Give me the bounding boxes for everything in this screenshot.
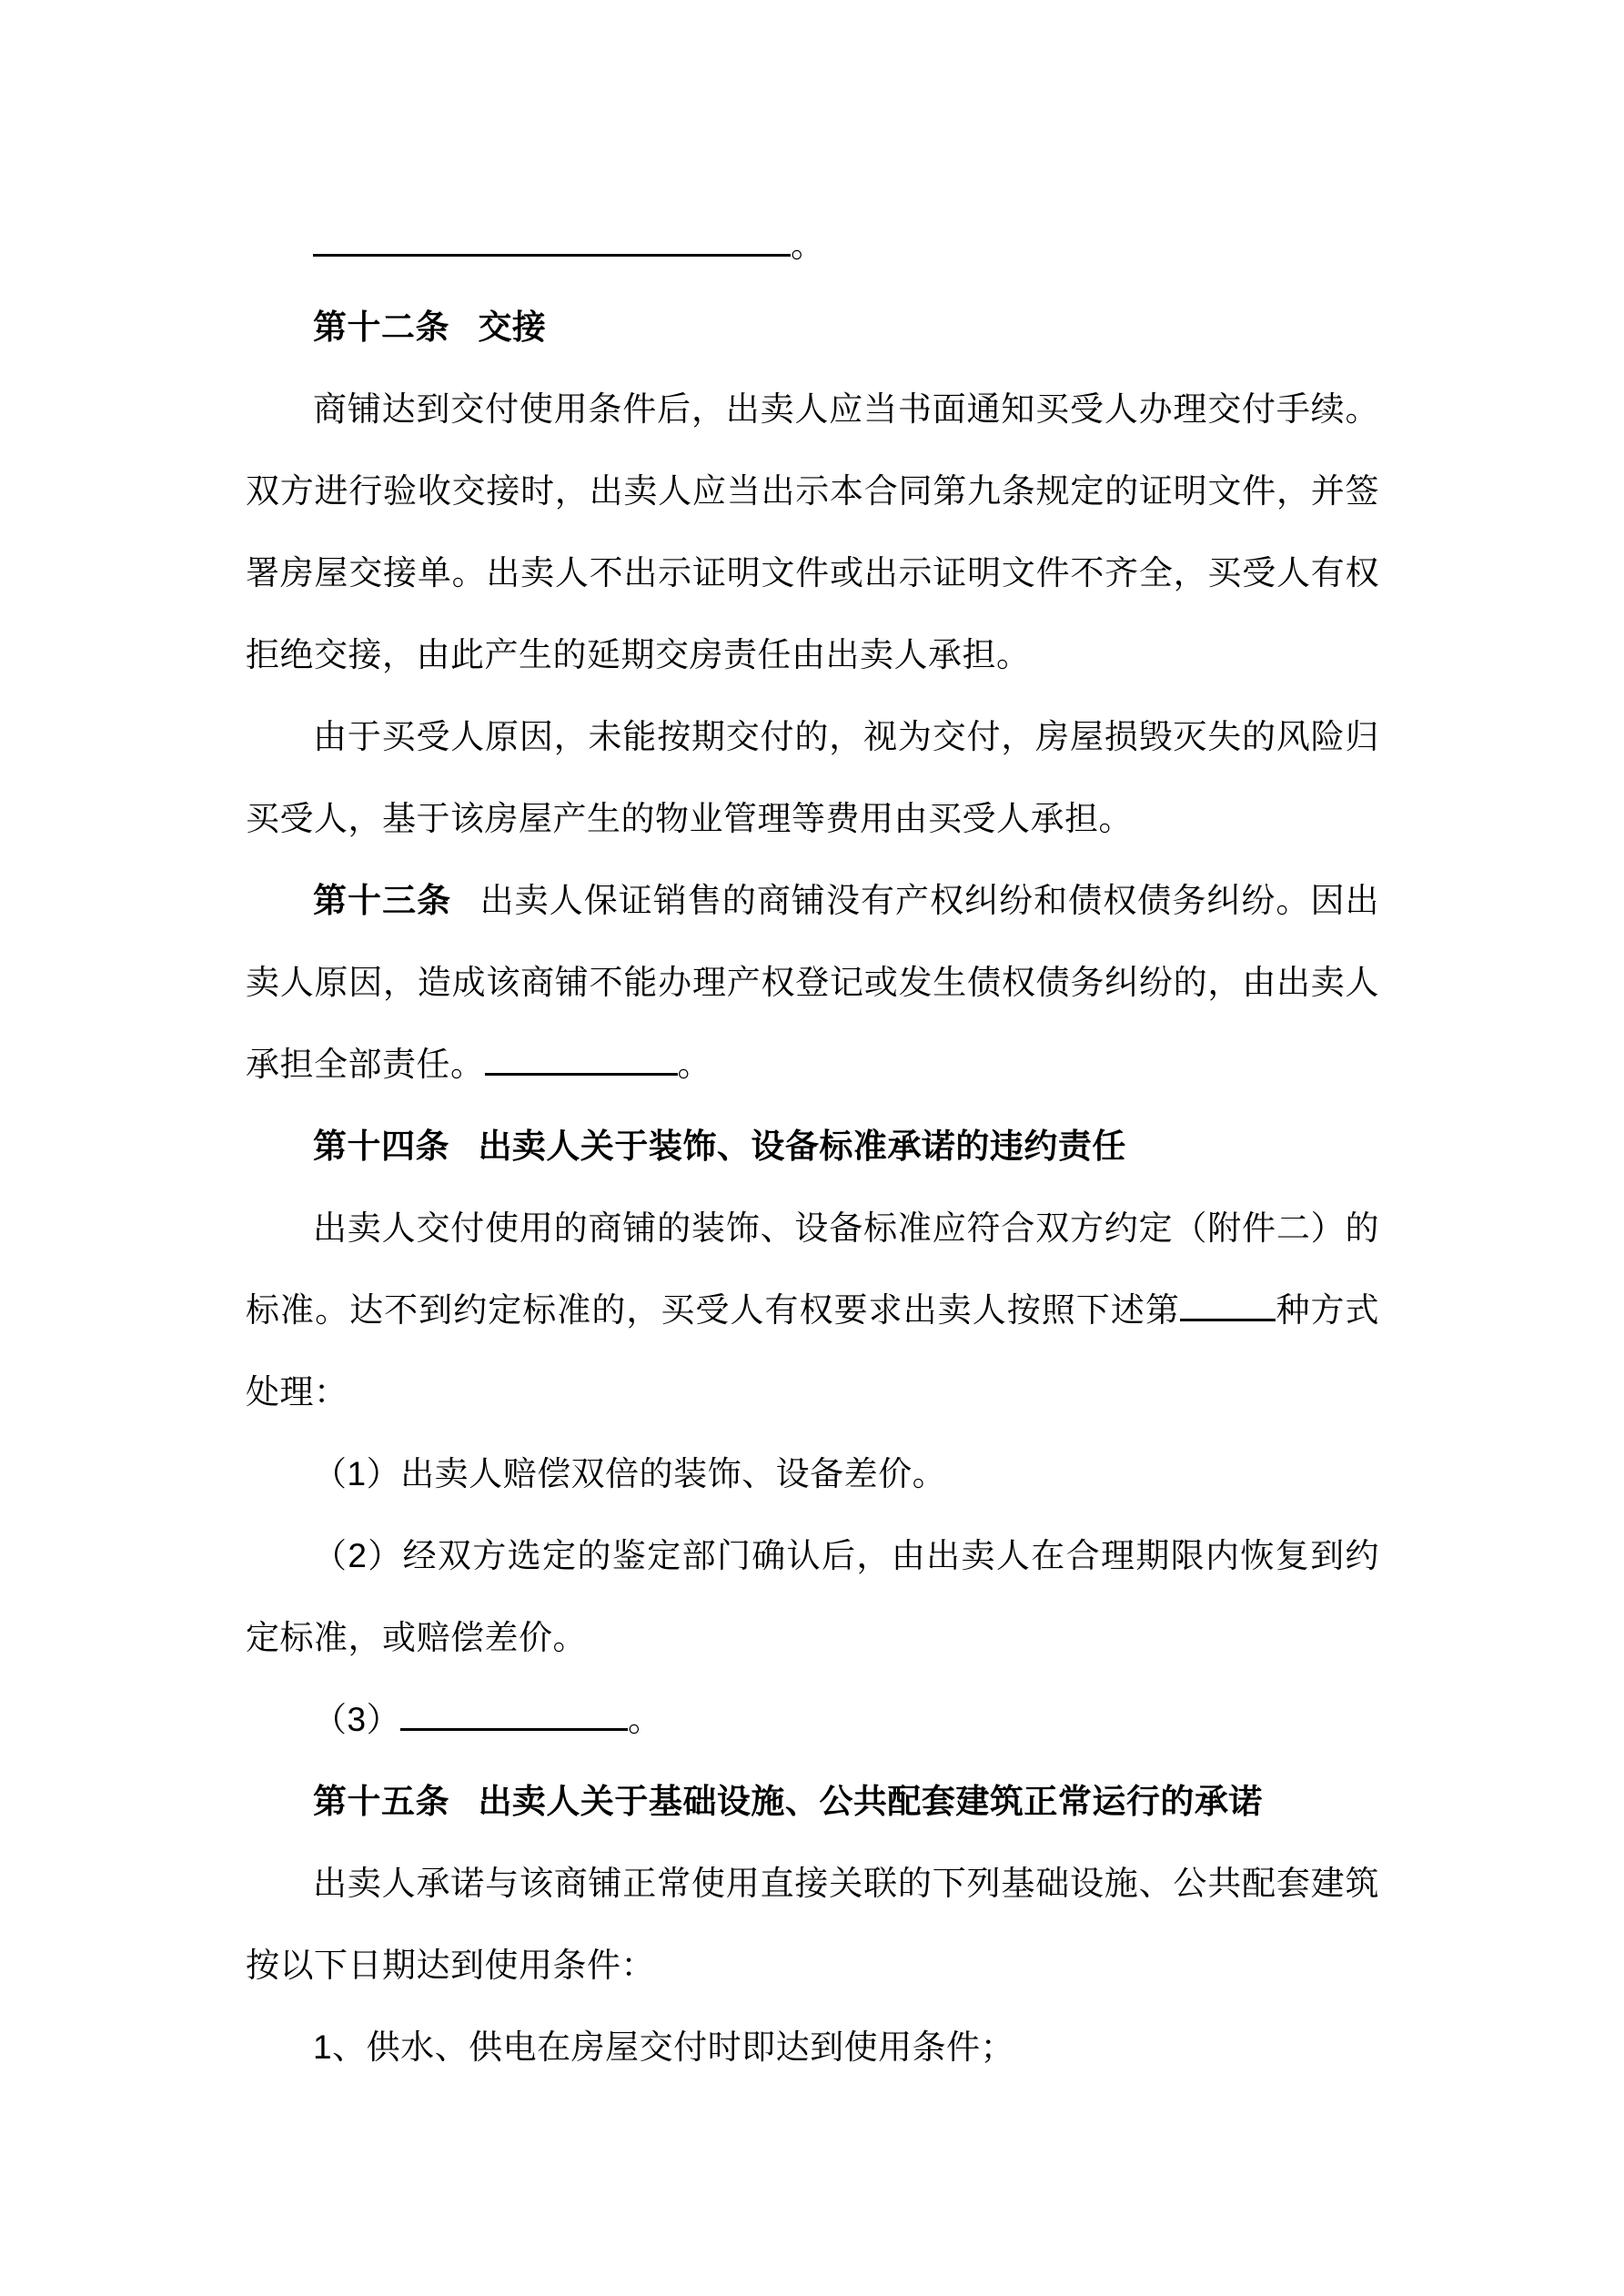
article-14-heading — [246, 1106, 1379, 1188]
article-13-text: 出卖人保证销售的商铺没有产权纠纷和债权债务纠纷。因出卖人原因，造成该商铺不能办理产权登记或发生债权债务纠纷的，由出卖人承担全部责任。 — [246, 882, 1380, 1083]
article-14-text-before-blank: 出卖人交付使用的商铺的装饰、设备标准应符合双方约定（附件二）的标准。达不到约定标准的，买受人有权要求出卖人按照下述第 — [246, 1209, 1379, 1329]
article-14-para-1 — [246, 1188, 1379, 1433]
article-12-para-2: 由于买受人原因，未能按期交付的，视为交付，房屋损毁灭失的风险归买受人，基于该房屋产生的物业管理等费用由买受人承担。 — [246, 718, 1379, 837]
article-14-item-3-number: （3） — [313, 1701, 401, 1738]
article-14-option-blank-underline — [1180, 1310, 1276, 1321]
article-14-text-after-blank: 种方式处理： — [246, 1291, 1380, 1411]
article-15-number: 第十五条 — [313, 1783, 449, 1820]
article-12-para-1: 商铺达到交付使用条件后，出卖人应当书面通知买受人办理交付手续。双方进行验收交接时，出卖人应当出示本合同第九条规定的证明文件，并签署房屋交接单。出卖人不出示证明文件或出示证明文件不齐全，买受人有权拒绝交接，由此产生的延期交房责任由出卖人承担。 — [246, 390, 1379, 673]
article-12-title: 交接 — [478, 308, 547, 346]
fill-in-blank-line — [246, 205, 1379, 287]
article-14-title: 出卖人关于装饰、设备标准承诺的违约责任 — [478, 1128, 1126, 1165]
article-14-item-3-blank-underline — [400, 1719, 628, 1731]
article-14-number: 第十四条 — [313, 1128, 449, 1165]
article-15-item-1: 1、供水、供电在房屋交付时即达到使用条件； — [313, 2028, 1015, 2066]
article-14-item-1: （1）出卖人赔偿双倍的装饰、设备差价。 — [313, 1455, 947, 1492]
blank-underline — [313, 245, 791, 257]
article-14-item-3-period: 。 — [628, 1701, 662, 1738]
article-12-heading — [246, 287, 1379, 369]
article-14-item-2: （2）经双方选定的鉴定部门确认后，由出卖人在合理期限内恢复到约定标准，或赔偿差价。 — [246, 1537, 1379, 1656]
article-14-item-3 — [246, 1679, 1379, 1761]
article-15-title: 出卖人关于基础设施、公共配套建筑正常运行的承诺 — [478, 1783, 1263, 1820]
article-13-blank-underline — [485, 1064, 678, 1076]
article-12-number: 第十二条 — [313, 308, 449, 346]
article-15-para-1: 出卖人承诺与该商铺正常使用直接关联的下列基础设施、公共配套建筑按以下日期达到使用条件： — [246, 1865, 1379, 1984]
blank-line-period: 。 — [791, 227, 825, 264]
article-13-blank-period: 。 — [677, 1046, 711, 1083]
article-13-para — [246, 860, 1379, 1106]
article-13-number: 第十三条 — [313, 882, 452, 919]
article-15-heading — [246, 1761, 1379, 1843]
